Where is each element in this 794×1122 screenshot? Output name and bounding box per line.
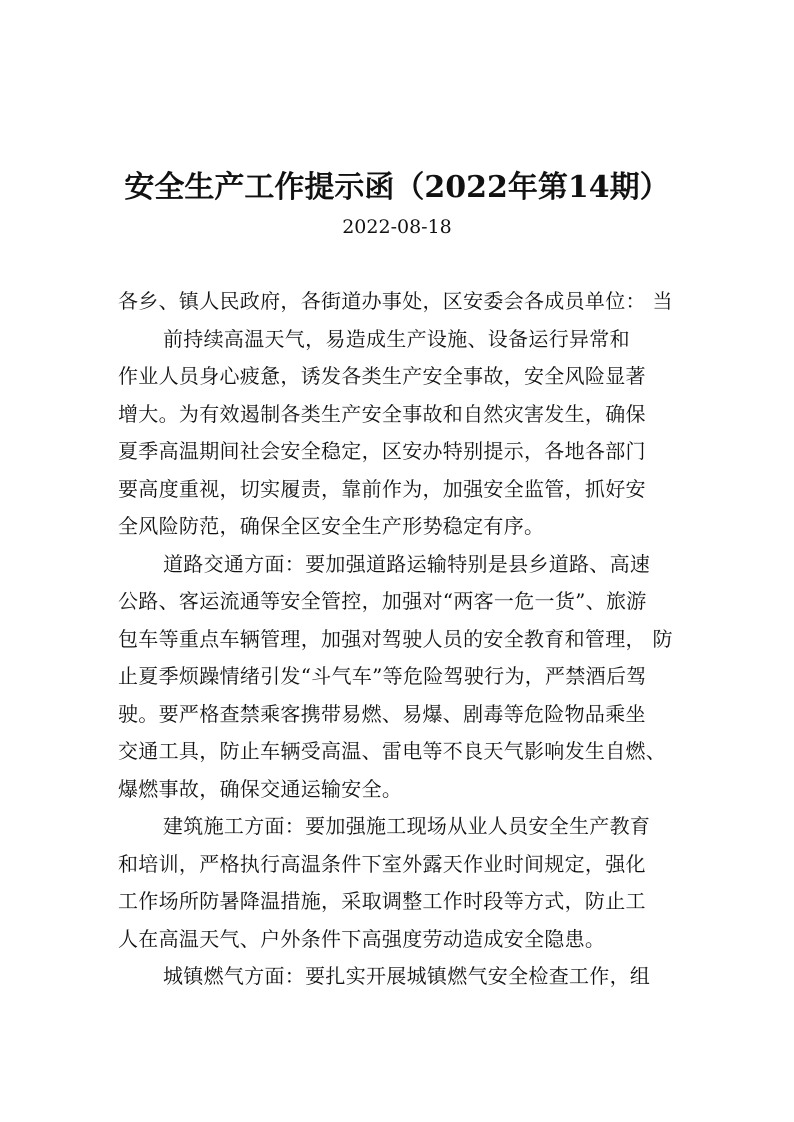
body-line: 城镇燃气方面：要扎实开展城镇燃气安全检查工作，组 (163, 964, 651, 988)
body-line: 作业人员身心疲惫，诱发各类生产安全事故，安全风险显著 (118, 364, 646, 388)
body-line: 建筑施工方面：要加强施工现场从业人员安全生产教育 (163, 814, 651, 838)
document-title: 安全生产工作提示函（2022年第14期） (124, 170, 670, 205)
body-line: 公路、客运流通等安全管控，加强对“两客一危一货”、旅游 (118, 589, 647, 613)
body-line: 人在高温天气、户外条件下高强度劳动造成安全隐患。 (118, 926, 606, 951)
body-line: 爆燃事故，确保交通运输安全。 (118, 776, 403, 801)
body-line: 前持续高温天气，易造成生产设施、设备运行异常和 (163, 326, 630, 351)
body-line: 包车等重点车辆管理，加强对驾驶人员的安全教育和管理， 防 (118, 626, 673, 651)
body-line: 交通工具，防止车辆受高温、雷电等不良天气影响发生自燃、 (118, 739, 667, 763)
body-line: 工作场所防暑降温措施，采取调整工作时段等方式，防止工 (118, 889, 646, 913)
body-line: 夏季高温期间社会安全稳定，区安办特别提示，各地各部门 (118, 439, 646, 463)
document-body (118, 283, 688, 996)
body-line: 驶。要严格查禁乘客携带易燃、易爆、剧毒等危险物品乘坐 (118, 701, 646, 726)
body-line: 要高度重视，切实履责，靠前作为，加强安全监管，抓好安 (118, 476, 646, 501)
body-line: 止夏季烦躁情绪引发“斗气车”等危险驾驶行为，严禁酒后驾 (118, 664, 647, 688)
document-date: 2022-08-18 (342, 216, 452, 238)
body-line: 和培训，严格执行高温条件下室外露天作业时间规定，强化 (118, 851, 646, 876)
body-line: 各乡、镇人民政府，各街道办事处，区安委会各成员单位： 当 (118, 289, 673, 313)
body-line: 道路交通方面：要加强道路运输特别是县乡道路、高速 (163, 551, 651, 576)
body-line: 增大。为有效遏制各类生产安全事故和自然灾害发生，确保 (118, 401, 646, 426)
body-line: 全风险防范，确保全区安全生产形势稳定有序。 (118, 514, 545, 538)
